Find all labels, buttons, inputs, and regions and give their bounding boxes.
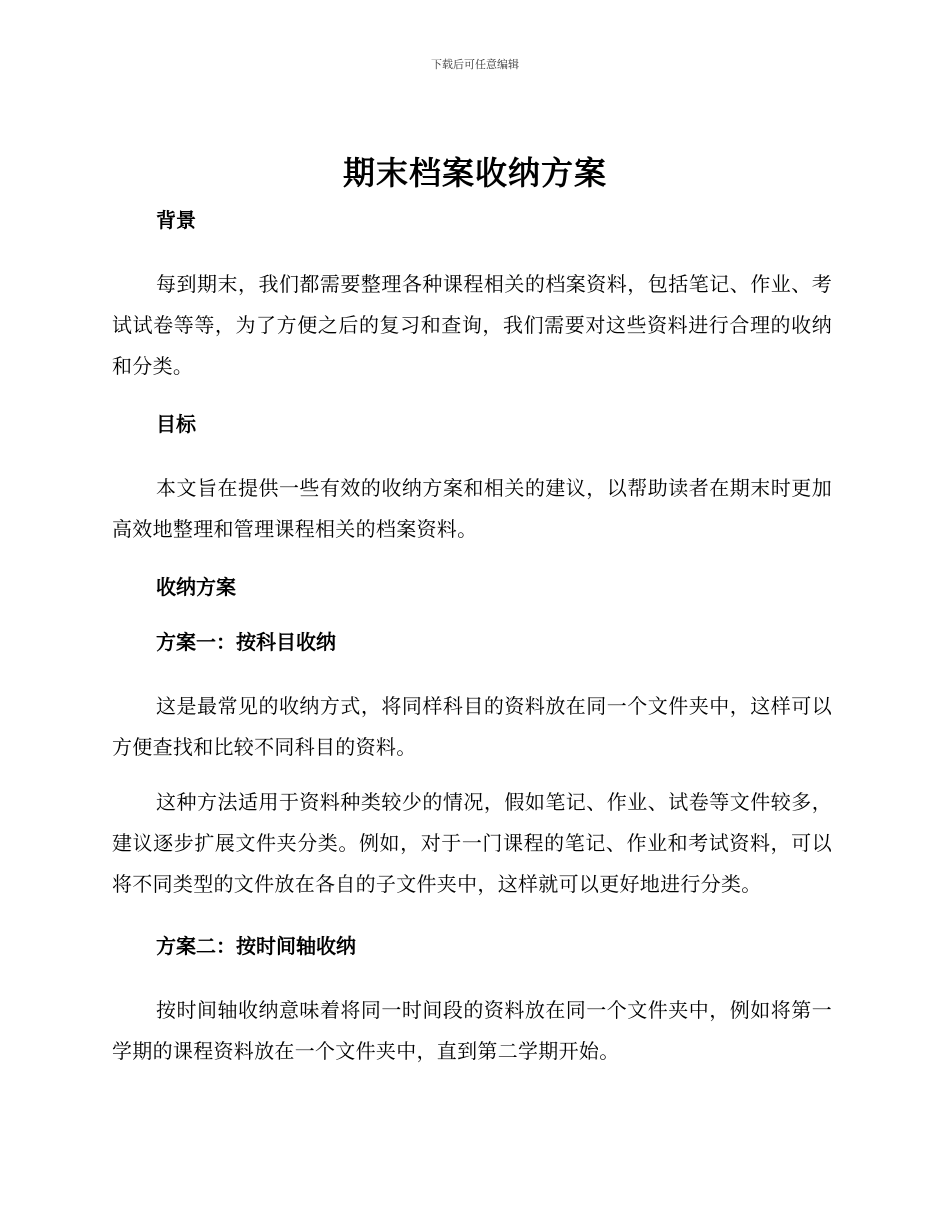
paragraph-background: 每到期末，我们都需要整理各种课程相关的档案资料，包括笔记、作业、考试试卷等等，为了方便之后的复习和查询，我们需要对这些资料进行合理的收纳和分类。 — [112, 272, 832, 378]
section-heading-goal: 目标 — [156, 412, 196, 436]
section-heading-plans: 收纳方案 — [156, 575, 236, 599]
subsection-heading-plan1: 方案一：按科目收纳 — [156, 630, 336, 654]
paragraph-goal: 本文旨在提供一些有效的收纳方案和相关的建议，以帮助读者在期末时更加高效地整理和管理课程相关的档案资料。 — [112, 476, 832, 541]
header-note: 下载后可任意编辑 — [431, 58, 519, 71]
paragraph-plan1-b: 这种方法适用于资料种类较少的情况，假如笔记、作业、试卷等文件较多，建议逐步扩展文件夹分类。例如，对于一门课程的笔记、作业和考试资料，可以将不同类型的文件放在各自的子文件夹中，这样就可以更好地进行分类。 — [112, 790, 832, 896]
paragraph-plan1-a: 这是最常见的收纳方式，将同样科目的资料放在同一个文件夹中，这样可以方便查找和比较不同科目的资料。 — [112, 694, 832, 759]
paragraph-plan2: 按时间轴收纳意味着将同一时间段的资料放在同一个文件夹中，例如将第一学期的课程资料放在一个文件夹中，直到第二学期开始。 — [112, 998, 832, 1063]
document-body — [112, 200, 832, 1072]
section-heading-background: 背景 — [156, 208, 196, 232]
page-title: 期末档案收纳方案 — [342, 154, 607, 192]
subsection-heading-plan2: 方案二：按时间轴收纳 — [156, 934, 356, 958]
